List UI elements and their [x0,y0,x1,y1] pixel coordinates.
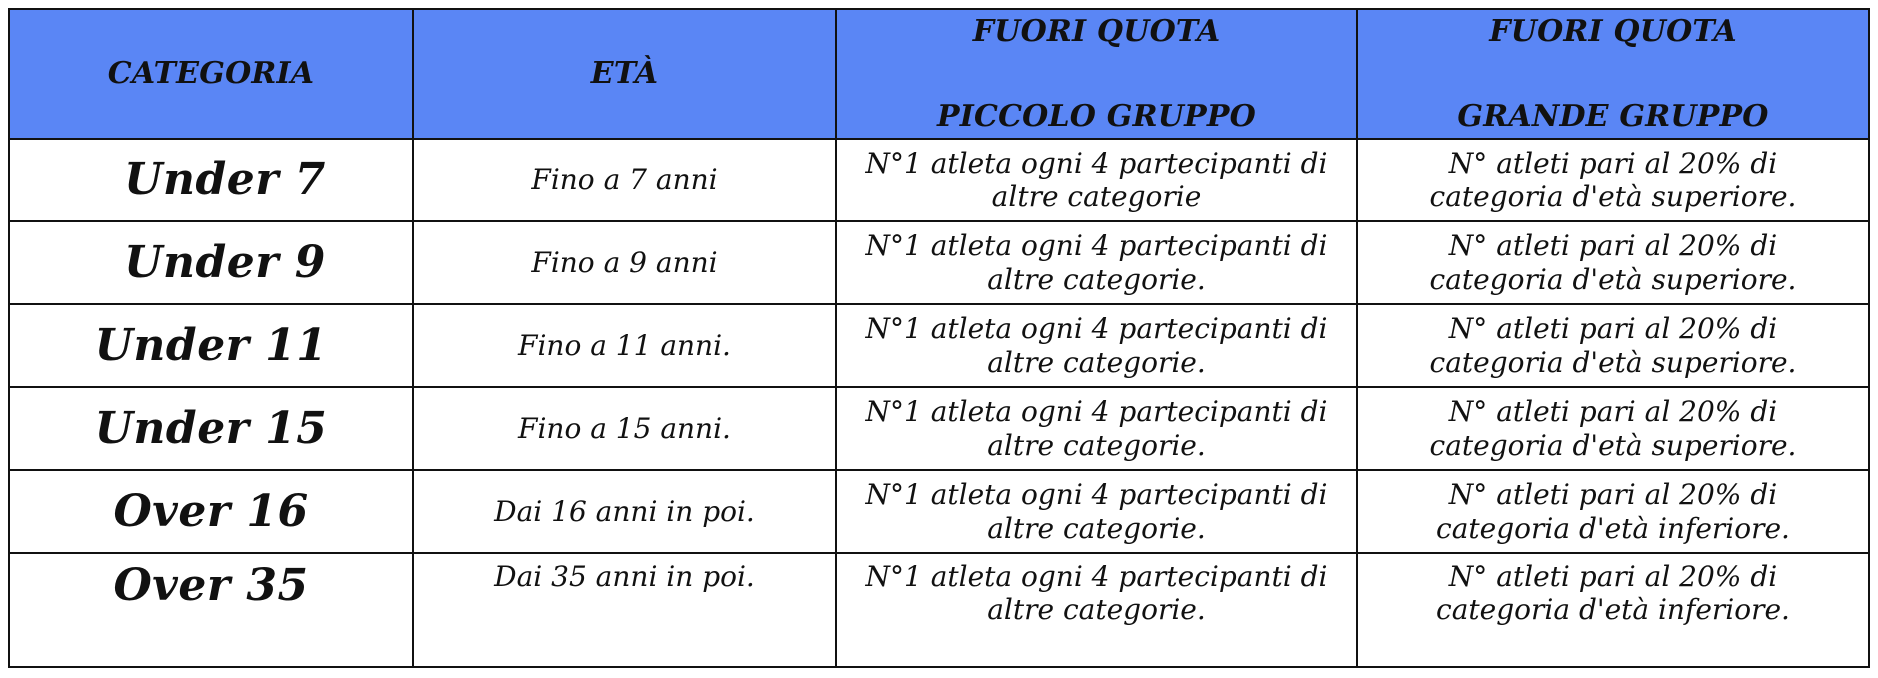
table-row-piccolo [837,471,1356,552]
categoria-label: Under 15 [94,402,328,454]
grande-line-2: categoria d'età superiore. [1429,180,1797,213]
eta-label: Fino a 15 anni. [518,411,731,445]
grande-line-1: N° atleti pari al 20% di [1448,229,1778,263]
grande-line-1: N° atleti pari al 20% di [1448,560,1778,593]
categoria-label: Over 16 [113,485,309,537]
table-row-categoria [10,471,412,552]
table-row-piccolo [837,222,1356,303]
table-row-piccolo [837,554,1356,666]
piccolo-line-1: N°1 atleta ogni 4 partecipanti di [865,229,1328,263]
table-row-eta [414,305,835,386]
table-row-grande [1358,305,1868,386]
table-row-grande [1358,140,1868,220]
header-piccolo-bottom-label: PICCOLO GRUPPO [937,98,1256,134]
header-grande-gruppo [1358,10,1868,138]
table-row-categoria [10,388,412,469]
piccolo-line-2: altre categorie. [987,593,1206,627]
piccolo-line-2: altre categorie [991,180,1202,213]
grande-line-2: categoria d'età superiore. [1429,428,1797,462]
header-grande-top-label: FUORI QUOTA [1489,14,1737,49]
header-eta [414,10,835,138]
grande-line-2: categoria d'età superiore. [1429,345,1797,379]
header-piccolo-gruppo [837,10,1356,138]
piccolo-line-2: altre categorie. [987,262,1206,296]
table-row-piccolo [837,140,1356,220]
piccolo-line-1: N°1 atleta ogni 4 partecipanti di [865,146,1328,180]
piccolo-line-2: altre categorie. [987,511,1206,545]
categoria-label: Under 7 [124,154,326,206]
eta-label: Dai 35 anni in poi. [494,560,755,593]
table-row-categoria [10,554,412,666]
piccolo-line-1: N°1 atleta ogni 4 partecipanti di [865,560,1328,593]
grande-line-2: categoria d'età inferiore. [1436,511,1790,545]
grande-line-2: categoria d'età inferiore. [1436,593,1790,627]
categoria-label: Over 35 [113,560,309,611]
categoria-label: Under 9 [124,236,326,288]
grande-line-2: categoria d'età superiore. [1429,262,1797,296]
table-row-piccolo [837,305,1356,386]
header-piccolo-top-label: FUORI QUOTA [972,14,1221,49]
grande-line-1: N° atleti pari al 20% di [1448,312,1778,346]
table-row-eta [414,388,835,469]
header-categoria-label: CATEGORIA [107,56,315,92]
table-row-grande [1358,222,1868,303]
piccolo-line-1: N°1 atleta ogni 4 partecipanti di [865,395,1328,429]
table-row-grande [1358,388,1868,469]
table-row-categoria [10,140,412,220]
table-row-categoria [10,305,412,386]
grande-line-1: N° atleti pari al 20% di [1448,146,1778,180]
table-row-eta [414,222,835,303]
eta-label: Fino a 7 anni [531,163,718,197]
fuori-quota-table [8,8,1870,668]
piccolo-line-2: altre categorie. [987,428,1206,462]
eta-label: Fino a 11 anni. [518,328,731,362]
grande-line-1: N° atleti pari al 20% di [1448,478,1778,512]
table-row-piccolo [837,388,1356,469]
header-eta-label: ETÀ [590,56,659,92]
table-row-grande [1358,554,1868,666]
eta-label: Dai 16 anni in poi. [494,494,755,528]
table-row-eta [414,140,835,220]
header-grande-bottom-label: GRANDE GRUPPO [1457,98,1769,134]
table-row-grande [1358,471,1868,552]
piccolo-line-1: N°1 atleta ogni 4 partecipanti di [865,478,1328,512]
grande-line-1: N° atleti pari al 20% di [1448,395,1778,429]
categoria-label: Under 11 [94,319,328,371]
header-categoria [10,10,412,138]
piccolo-line-1: N°1 atleta ogni 4 partecipanti di [865,312,1328,346]
table-row-eta [414,554,835,666]
piccolo-line-2: altre categorie. [987,345,1206,379]
table-row-eta [414,471,835,552]
table-row-categoria [10,222,412,303]
eta-label: Fino a 9 anni [531,245,718,279]
